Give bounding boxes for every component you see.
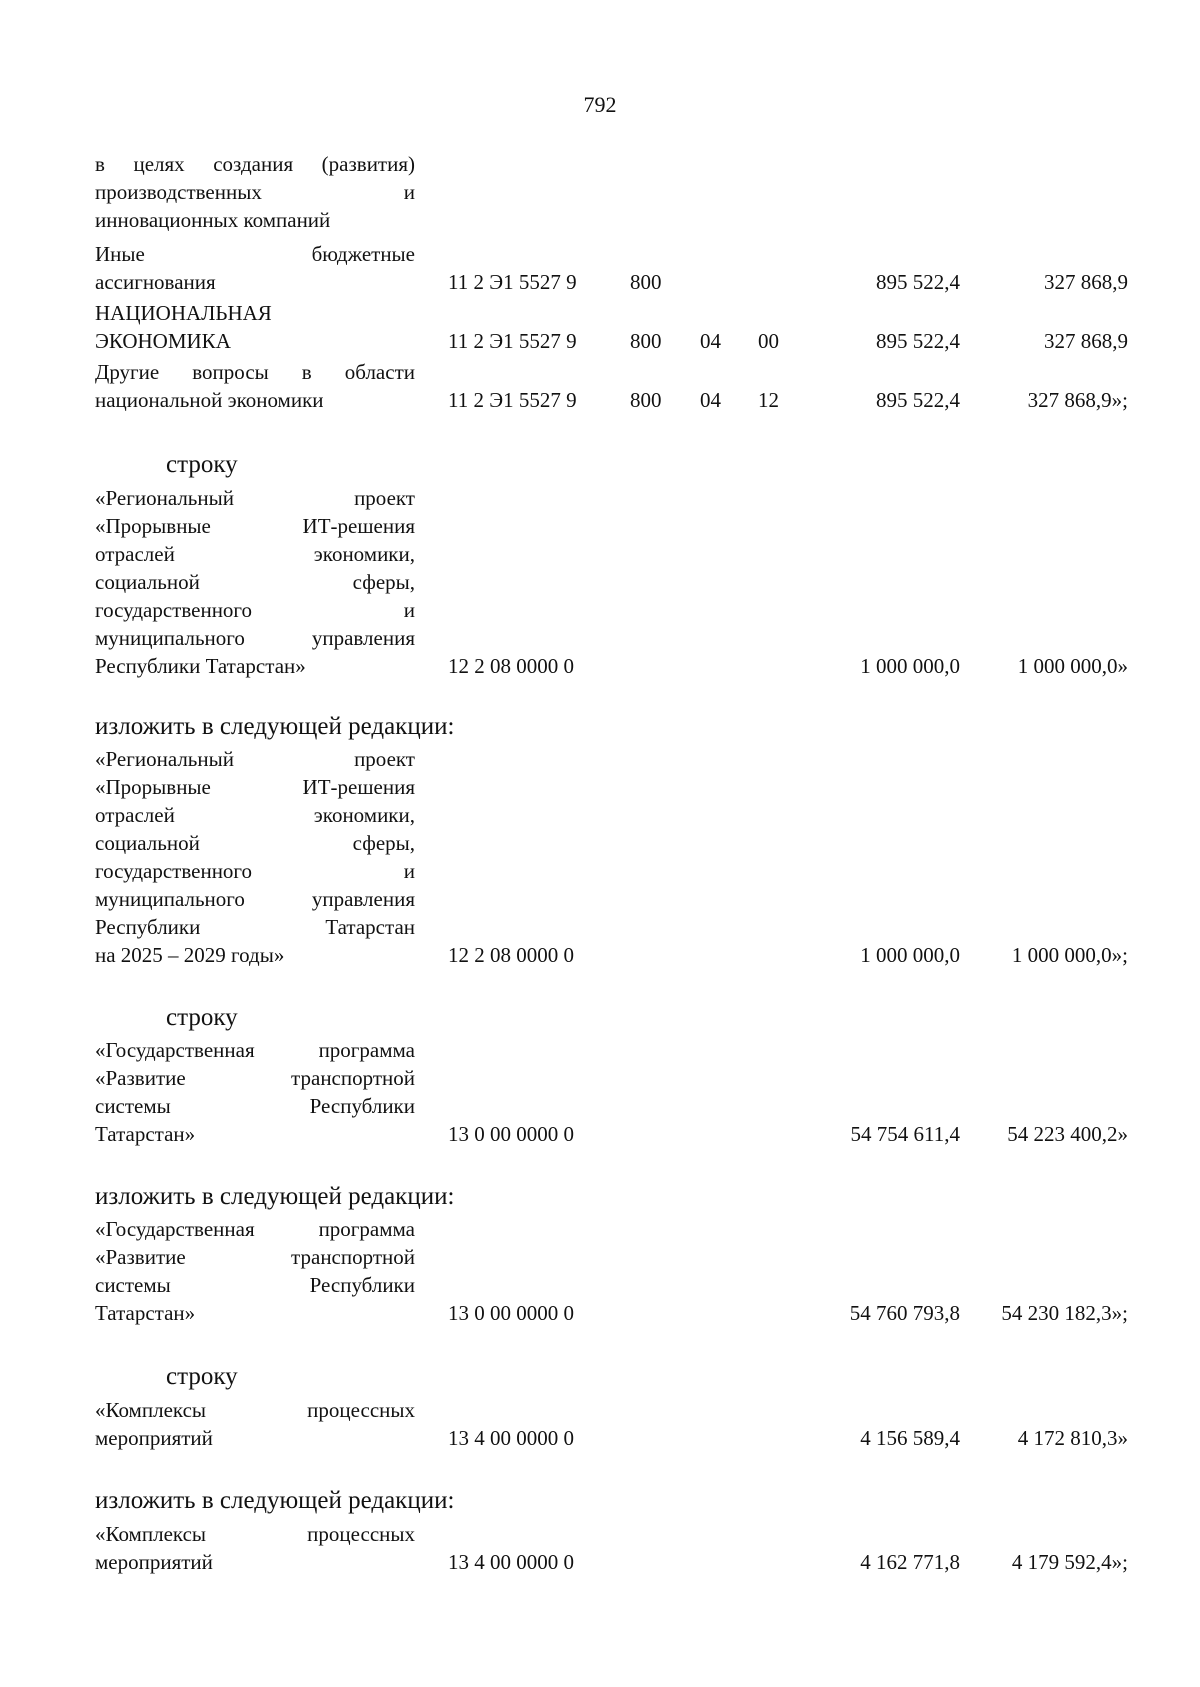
row-amount-2025: 1 000 000,0 — [860, 943, 960, 967]
row-name-line: системы Республики — [95, 1273, 415, 1297]
row-code: 13 4 00 0000 0 — [448, 1550, 574, 1574]
row-code: 13 4 00 0000 0 — [448, 1426, 574, 1450]
page-number: 792 — [583, 92, 617, 117]
row-name-line: отраслей экономики, — [95, 542, 415, 566]
row-amount-2025: 895 522,4 — [876, 270, 960, 294]
row-code: 12 2 08 0000 0 — [448, 943, 574, 967]
row-name-line: мероприятий — [95, 1426, 213, 1450]
row-amount-2025: 1 000 000,0 — [860, 654, 960, 678]
heading-izlozhit: изложить в следующей редакции: — [95, 1183, 455, 1210]
row-amount-2025: 54 760 793,8 — [849, 1301, 960, 1325]
heading-stroku: строку — [166, 451, 238, 478]
row-name-line: Другие вопросы в области — [95, 360, 415, 384]
row-name — [95, 1215, 415, 1327]
row-name-line: социальной сферы, — [95, 570, 415, 594]
row-name-line: инновационных компаний — [95, 208, 331, 232]
row-name-line: социальной сферы, — [95, 831, 415, 855]
table-row — [0, 299, 1200, 355]
row-rz: 04 — [700, 388, 721, 412]
row-name — [95, 1520, 415, 1576]
row-amount-2026: 327 868,9 — [1044, 329, 1128, 353]
row-name-line: национальной экономики — [95, 388, 324, 412]
row-name-line: «Комплексы процессных — [95, 1398, 415, 1422]
row-name — [95, 1396, 415, 1452]
table-row — [0, 150, 1200, 234]
row-name-line: «Комплексы процессных — [95, 1522, 415, 1546]
table-row — [0, 358, 1200, 414]
row-name-line: государственного и — [95, 598, 415, 622]
row-name-line: мероприятий — [95, 1550, 213, 1574]
table-row — [0, 484, 1200, 680]
row-code: 13 0 00 0000 0 — [448, 1301, 574, 1325]
row-name-line: Иные бюджетные — [95, 242, 415, 266]
row-name-line: «Развитие транспортной — [95, 1066, 415, 1090]
table-row — [0, 1520, 1200, 1576]
row-name — [95, 299, 415, 355]
heading-stroku: строку — [166, 1363, 238, 1390]
row-name-line: ЭКОНОМИКА — [95, 329, 231, 353]
row-name-line: ассигнования — [95, 270, 216, 294]
table-row — [0, 745, 1200, 969]
row-amount-2026: 1 000 000,0» — [1017, 654, 1128, 678]
row-name-line: системы Республики — [95, 1094, 415, 1118]
row-name-line: в целях создания (развития) — [95, 152, 415, 176]
row-name-line: отраслей экономики, — [95, 803, 415, 827]
heading-izlozhit: изложить в следующей редакции: — [95, 713, 455, 740]
row-pr: 00 — [758, 329, 779, 353]
row-amount-2026: 327 868,9 — [1044, 270, 1128, 294]
row-amount-2025: 54 754 611,4 — [850, 1122, 960, 1146]
row-vr: 800 — [630, 388, 662, 412]
row-name-line: «Государственная программа — [95, 1038, 415, 1062]
table-row — [0, 1215, 1200, 1327]
row-name-line: муниципального управления — [95, 626, 415, 650]
row-name-line: «Прорывные ИТ-решения — [95, 514, 415, 538]
row-code: 11 2 Э1 5527 9 — [448, 388, 577, 412]
row-vr: 800 — [630, 329, 662, 353]
row-amount-2025: 4 156 589,4 — [860, 1426, 960, 1450]
row-amount-2025: 895 522,4 — [876, 388, 960, 412]
table-row — [0, 1036, 1200, 1148]
row-vr: 800 — [630, 270, 662, 294]
row-amount-2026: 54 230 182,3»; — [1001, 1301, 1128, 1325]
row-name — [95, 240, 415, 296]
row-amount-2025: 895 522,4 — [876, 329, 960, 353]
row-code: 13 0 00 0000 0 — [448, 1122, 574, 1146]
row-amount-2026: 4 172 810,3» — [1017, 1426, 1128, 1450]
row-name — [95, 150, 415, 234]
row-name-line: «Региональный проект — [95, 747, 415, 771]
row-name — [95, 484, 415, 680]
row-amount-2026: 327 868,9»; — [1027, 388, 1128, 412]
heading-izlozhit: изложить в следующей редакции: — [95, 1487, 455, 1514]
row-name-line: Республики Татарстан — [95, 915, 415, 939]
table-row — [0, 1396, 1200, 1452]
table-row — [0, 240, 1200, 296]
row-name-line: «Региональный проект — [95, 486, 415, 510]
row-code: 12 2 08 0000 0 — [448, 654, 574, 678]
row-name-line: государственного и — [95, 859, 415, 883]
row-name-line: Республики Татарстан» — [95, 654, 306, 678]
heading-stroku: строку — [166, 1004, 238, 1031]
row-name-line: Татарстан» — [95, 1301, 196, 1325]
row-code: 11 2 Э1 5527 9 — [448, 270, 577, 294]
row-pr: 12 — [758, 388, 779, 412]
row-name — [95, 1036, 415, 1148]
row-code: 11 2 Э1 5527 9 — [448, 329, 577, 353]
row-name-line: «Развитие транспортной — [95, 1245, 415, 1269]
row-rz: 04 — [700, 329, 721, 353]
row-name — [95, 358, 415, 414]
row-amount-2026: 54 223 400,2» — [1007, 1122, 1128, 1146]
row-name-line: Татарстан» — [95, 1122, 196, 1146]
row-amount-2025: 4 162 771,8 — [860, 1550, 960, 1574]
row-name-line: НАЦИОНАЛЬНАЯ — [95, 301, 272, 325]
row-name-line: «Государственная программа — [95, 1217, 415, 1241]
row-name-line: муниципального управления — [95, 887, 415, 911]
row-name — [95, 745, 415, 969]
row-name-line: «Прорывные ИТ-решения — [95, 775, 415, 799]
row-name-line: производственных и — [95, 180, 415, 204]
row-amount-2026: 4 179 592,4»; — [1011, 1550, 1128, 1574]
row-amount-2026: 1 000 000,0»; — [1011, 943, 1128, 967]
row-name-line: на 2025 – 2029 годы» — [95, 943, 285, 967]
